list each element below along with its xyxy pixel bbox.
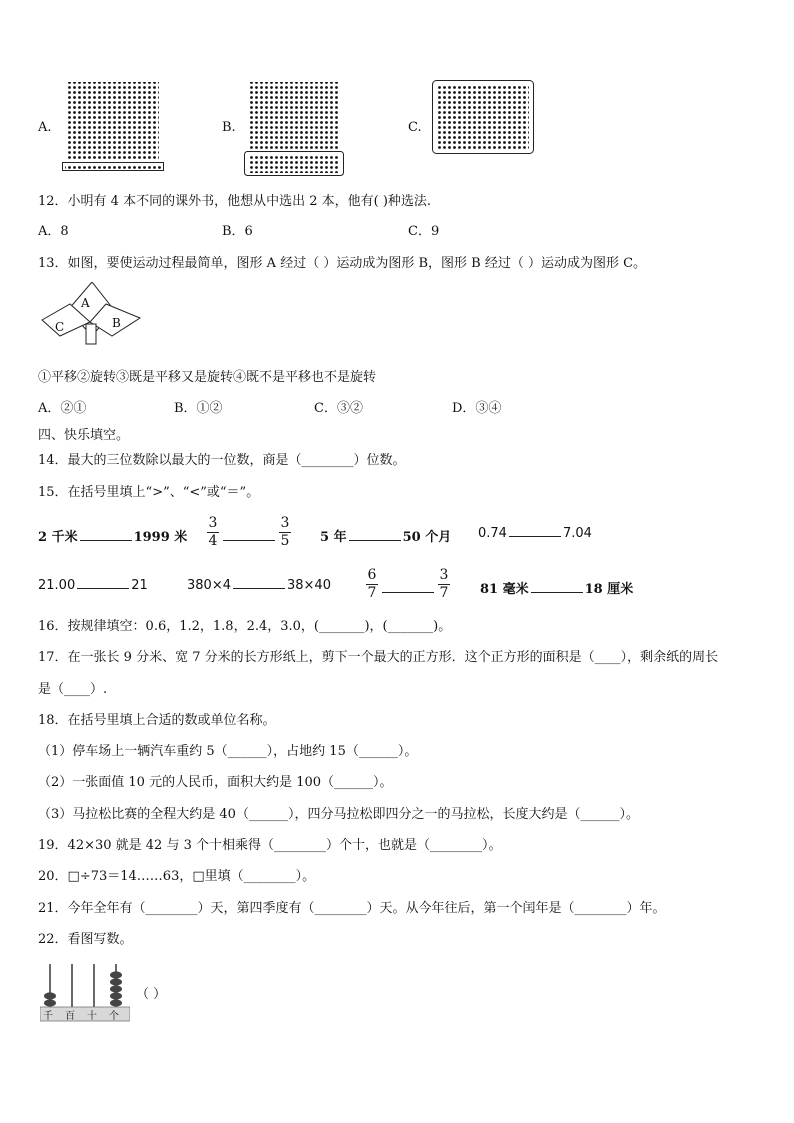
q15-r1d-blank[interactable]	[509, 536, 561, 537]
q11-option-a-label: A.	[38, 120, 52, 135]
q22-text: 22．看图写数。	[38, 932, 133, 947]
q15-r1d-right: 7.04	[562, 526, 592, 541]
q13-figure-label-a: A	[81, 296, 90, 310]
q11-figure-a	[62, 80, 164, 176]
q13-option-d[interactable]: D．③④	[452, 401, 502, 416]
q11-figure-c	[432, 80, 534, 158]
q22-answer-blank[interactable]: （ ）	[136, 987, 167, 1002]
q15-r2d-right: 18 厘米	[584, 582, 634, 597]
q15-r2a-left: 21.00	[38, 578, 76, 593]
q12-option-a[interactable]: A．8	[38, 224, 69, 239]
q15-r1b-blank[interactable]	[223, 540, 275, 541]
q18-item-3: （3）马拉松比赛的全程大约是 40（______），四分马拉松即四分之一的马拉松，长度大约是（______）。	[38, 807, 639, 822]
q15-r1a-blank[interactable]	[80, 540, 132, 541]
q15-r1c-blank[interactable]	[349, 540, 401, 541]
q15-r2b-blank[interactable]	[233, 588, 285, 589]
fraction-denominator: 4	[208, 533, 218, 549]
abacus-label-hundreds: 百	[65, 1011, 75, 1022]
q15-r1a-left: 2 千米	[38, 530, 78, 545]
q17-text-line-2: 是（____）.	[38, 682, 108, 697]
section-4-heading: 四、快乐填空。	[38, 428, 130, 443]
q15-r1c-left: 5 年	[320, 530, 347, 545]
q18-text: 18．在括号里填上合适的数或单位名称。	[38, 713, 276, 728]
q13-figure-label-b: B	[112, 316, 121, 330]
q15-compare-8	[480, 578, 633, 597]
q13-rotation-figure	[40, 282, 142, 346]
q15-r2b-right: 38×40	[286, 578, 331, 593]
fraction-denominator: 7	[439, 585, 449, 601]
q13-option-b[interactable]: B．①②	[174, 401, 223, 416]
q18-item-2: （2）一张面值 10 元的人民币，面积大约是 100（______）。	[38, 775, 393, 790]
q15-r1a-right: 1999 米	[133, 530, 188, 545]
abacus-label-ones: 个	[109, 1011, 119, 1022]
q15-compare-4	[478, 526, 592, 541]
q13-option-a[interactable]: A．②①	[38, 401, 87, 416]
q15-compare-3	[320, 526, 451, 545]
q15-r2a-right: 21	[131, 578, 148, 593]
fraction-denominator: 5	[280, 533, 290, 549]
fraction-numerator: 3	[280, 515, 290, 531]
abacus-label-thousands: 千	[43, 1011, 53, 1022]
q15-r2b-left: 380×4	[187, 578, 231, 593]
q13-option-c[interactable]: C．③②	[314, 401, 363, 416]
q11-option-c-label: C.	[408, 120, 422, 135]
q11-option-b-label: B.	[222, 120, 236, 135]
q15-r2c-blank[interactable]	[382, 592, 434, 593]
q16-text: 16．按规律填空：0.6，1.2，1.8，2.4，3.0，(_______)，(_______)。	[38, 619, 452, 634]
q19-text: 19．42×30 就是 42 与 3 个十相乘得（________）个十，也就是（________）。	[38, 838, 502, 853]
q15-r2c-left-fraction	[366, 567, 378, 602]
q15-r1b-right-fraction	[279, 515, 291, 550]
q15-compare-5	[38, 578, 148, 593]
q20-text: 20．□÷73＝14……63，□里填（________）。	[38, 869, 316, 884]
q13-figure-label-c: C	[55, 320, 65, 334]
q15-r2c-right-fraction	[438, 567, 450, 602]
fraction-numerator: 3	[208, 515, 218, 531]
q15-r2d-blank[interactable]	[531, 592, 583, 593]
q15-compare-1	[38, 526, 187, 545]
q15-r1d-left: 0.74	[478, 526, 507, 541]
q15-r2a-blank[interactable]	[77, 588, 129, 589]
abacus-label-tens: 十	[87, 1011, 97, 1022]
q14-text: 14．最大的三位数除以最大的一位数，商是（________）位数。	[38, 453, 406, 468]
q15-r2d-left: 81 毫米	[480, 582, 529, 597]
q18-item-1: （1）停车场上一辆汽车重约 5（______），占地约 15（______）。	[38, 744, 418, 759]
q15-text: 15．在括号里填上“>”、“<”或“＝”。	[38, 485, 260, 500]
q21-text: 21．今年全年有（________）天，第四季度有（________）天。从今年往后，第一个闰年是（________）年。	[38, 901, 666, 916]
q12-option-c[interactable]: C．9	[408, 224, 440, 239]
fraction-denominator: 7	[367, 585, 377, 601]
fraction-numerator: 6	[367, 567, 377, 583]
q12-text: 12．小明有 4 本不同的课外书，他想从中选出 2 本，他有( )种选法.	[38, 194, 432, 209]
q11-figure-b	[244, 80, 344, 178]
fraction-numerator: 3	[439, 567, 449, 583]
q15-compare-6	[187, 578, 331, 593]
q15-r1b-left-fraction	[207, 515, 219, 550]
q13-choices-text: ①平移②旋转③既是平移又是旋转④既不是平移也不是旋转	[38, 370, 377, 385]
q12-option-b[interactable]: B．6	[222, 224, 253, 239]
q15-r1c-right: 50 个月	[402, 530, 452, 545]
q13-text: 13．如图，要使运动过程最简单，图形 A 经过（ ）运动成为图形 B，图形 B 经过（ ）运动成为图形 C。	[38, 256, 647, 271]
q17-text-line-1: 17．在一张长 9 分米、宽 7 分米的长方形纸上，剪下一个最大的正方形．这个正方形的面积是（____），剩余纸的周长	[38, 650, 719, 665]
